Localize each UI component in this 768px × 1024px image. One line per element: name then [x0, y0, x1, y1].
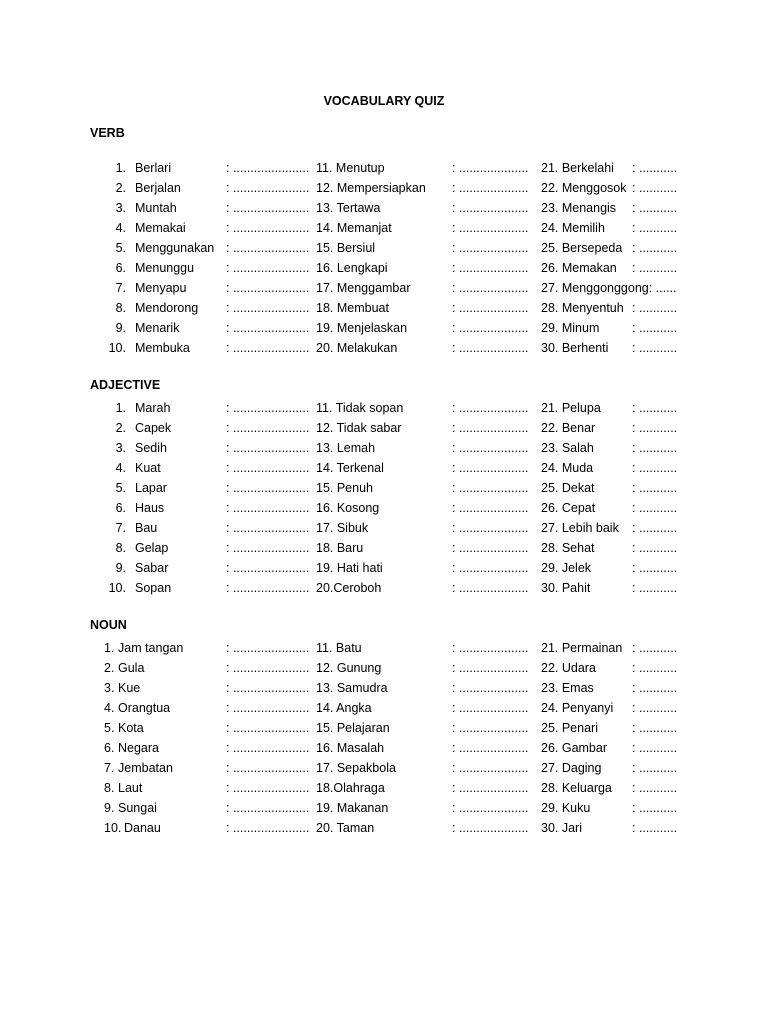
- answer-blank[interactable]: : ......................: [226, 721, 310, 735]
- quiz-row: [0, 478, 768, 498]
- answer-blank[interactable]: : ...........: [632, 741, 678, 755]
- item-word: Membuka: [135, 341, 190, 355]
- item-word: 14. Memanjat: [316, 221, 392, 235]
- item-word: 30. Pahit: [541, 581, 591, 595]
- item-word: 16. Lengkapi: [316, 261, 388, 275]
- item-word: Berlari: [135, 161, 172, 175]
- quiz-row: [0, 278, 768, 298]
- quiz-row: [0, 698, 768, 718]
- answer-blank[interactable]: : ......................: [226, 821, 310, 835]
- item-number: 7.: [104, 761, 115, 775]
- answer-blank[interactable]: : ....................: [452, 561, 529, 575]
- item-word: Kuat: [135, 461, 161, 475]
- item-word: 23. Menangis: [541, 201, 617, 215]
- answer-blank[interactable]: : ....................: [452, 261, 529, 275]
- item-number: 9.: [104, 801, 115, 815]
- item-word: 19. Makanan: [316, 801, 389, 815]
- quiz-row: [0, 258, 768, 278]
- item-word: Danau: [124, 821, 161, 835]
- item-number: 1.: [104, 641, 115, 655]
- item-word: Berjalan: [135, 181, 181, 195]
- item-word: 11. Menutup: [316, 161, 385, 175]
- answer-blank[interactable]: : ......................: [226, 781, 310, 795]
- item-word: 23. Emas: [541, 681, 594, 695]
- answer-blank[interactable]: : ....................: [452, 421, 529, 435]
- answer-blank[interactable]: : ....................: [452, 401, 529, 415]
- item-word: 30. Jari: [541, 821, 582, 835]
- answer-blank[interactable]: : ......................: [226, 341, 310, 355]
- answer-blank[interactable]: : ....................: [452, 481, 529, 495]
- answer-blank[interactable]: : ......................: [226, 481, 310, 495]
- item-number: 2.: [104, 661, 115, 675]
- item-word: 16. Masalah: [316, 741, 385, 755]
- quiz-row: [0, 298, 768, 318]
- item-word: 20. Taman: [316, 821, 375, 835]
- item-word: Menyapu: [135, 281, 187, 295]
- answer-blank[interactable]: : ......................: [226, 581, 310, 595]
- item-word: Menggunakan: [135, 241, 215, 255]
- answer-blank[interactable]: : ....................: [452, 441, 529, 455]
- answer-blank[interactable]: : ...........: [632, 481, 678, 495]
- item-word: 26. Gambar: [541, 741, 608, 755]
- quiz-row: [0, 518, 768, 538]
- item-word: 16. Kosong: [316, 501, 380, 515]
- answer-blank[interactable]: : ......................: [226, 421, 310, 435]
- answer-blank[interactable]: : ....................: [452, 321, 529, 335]
- answer-blank[interactable]: : ...........: [632, 541, 678, 555]
- item-word: Kota: [118, 721, 144, 735]
- quiz-row: [0, 558, 768, 578]
- item-number: 6.: [115, 501, 126, 515]
- page-title: VOCABULARY QUIZ: [323, 94, 445, 108]
- item-word: 18. Membuat: [316, 301, 389, 315]
- item-word: 27. Daging: [541, 761, 602, 775]
- item-word: 22. Benar: [541, 421, 596, 435]
- item-word: Jam tangan: [118, 641, 184, 655]
- item-number: 5.: [115, 481, 126, 495]
- answer-blank[interactable]: : ....................: [452, 721, 529, 735]
- item-word: 25. Dekat: [541, 481, 595, 495]
- item-word: 12. Mempersiapkan: [316, 181, 426, 195]
- answer-blank[interactable]: : ......................: [226, 681, 310, 695]
- section-heading-verb: VERB: [90, 126, 125, 140]
- item-word: Mendorong: [135, 301, 199, 315]
- quiz-row: [0, 318, 768, 338]
- answer-blank[interactable]: : ...........: [632, 301, 678, 315]
- item-word: Jembatan: [118, 761, 173, 775]
- item-word: 20. Melakukan: [316, 341, 398, 355]
- item-word: Sopan: [135, 581, 172, 595]
- answer-blank[interactable]: : ......................: [226, 201, 310, 215]
- item-word: 11. Batu: [316, 641, 362, 655]
- quiz-row: [0, 398, 768, 418]
- item-word: 28. Sehat: [541, 541, 595, 555]
- item-number: 4.: [104, 701, 115, 715]
- answer-blank[interactable]: : ......................: [226, 501, 310, 515]
- item-word: 24. Penyanyi: [541, 701, 614, 715]
- item-number: 10.: [104, 821, 122, 835]
- answer-blank[interactable]: : ...........: [632, 781, 678, 795]
- item-word: 18. Baru: [316, 541, 364, 555]
- answer-blank[interactable]: : ...........: [632, 221, 678, 235]
- item-number: 5.: [104, 721, 115, 735]
- quiz-row: [0, 198, 768, 218]
- quiz-row: [0, 798, 768, 818]
- section-heading-adjective: ADJECTIVE: [90, 378, 161, 392]
- item-word: 18.Olahraga: [316, 781, 385, 795]
- answer-blank[interactable]: : ...........: [632, 201, 678, 215]
- item-word: 13. Tertawa: [316, 201, 381, 215]
- item-word: Marah: [135, 401, 171, 415]
- answer-blank[interactable]: : ......................: [226, 441, 310, 455]
- item-number: 7.: [115, 281, 126, 295]
- item-number: 3.: [115, 201, 126, 215]
- item-word: Bau: [135, 521, 158, 535]
- item-number: 4.: [115, 221, 126, 235]
- item-word: Kue: [118, 681, 141, 695]
- answer-blank[interactable]: : ....................: [452, 161, 529, 175]
- quiz-row: [0, 818, 768, 838]
- quiz-row: [0, 718, 768, 738]
- answer-blank[interactable]: : ...........: [632, 461, 678, 475]
- answer-blank[interactable]: : ......................: [226, 281, 310, 295]
- answer-blank[interactable]: : ...........: [632, 321, 678, 335]
- item-number: 3.: [115, 441, 126, 455]
- item-word: Sabar: [135, 561, 169, 575]
- quiz-row: [0, 778, 768, 798]
- item-number: 6.: [115, 261, 126, 275]
- answer-blank[interactable]: : ....................: [452, 701, 529, 715]
- item-word: Haus: [135, 501, 165, 515]
- answer-blank[interactable]: : ....................: [452, 181, 529, 195]
- item-number: 9.: [115, 321, 126, 335]
- answer-blank[interactable]: : ...........: [632, 181, 678, 195]
- item-word: 26. Memakan: [541, 261, 617, 275]
- item-word: Menarik: [135, 321, 180, 335]
- item-number: 8.: [104, 781, 115, 795]
- item-word: 15. Penuh: [316, 481, 373, 495]
- answer-blank[interactable]: : ...........: [632, 681, 678, 695]
- answer-blank[interactable]: : ....................: [452, 221, 529, 235]
- item-word: Capek: [135, 421, 172, 435]
- item-word: Menunggu: [135, 261, 195, 275]
- answer-blank[interactable]: : ......................: [226, 321, 310, 335]
- item-word: 29. Kuku: [541, 801, 591, 815]
- item-number: 10.: [108, 581, 126, 595]
- quiz-row: [0, 418, 768, 438]
- answer-blank[interactable]: : ....................: [452, 641, 529, 655]
- answer-blank[interactable]: : ...........: [632, 501, 678, 515]
- answer-blank[interactable]: : ...........: [632, 721, 678, 735]
- item-word: Negara: [118, 741, 159, 755]
- answer-blank[interactable]: : ...........: [632, 341, 678, 355]
- answer-blank[interactable]: : ...........: [632, 561, 678, 575]
- item-word: 24. Memilih: [541, 221, 605, 235]
- item-number: 9.: [115, 561, 126, 575]
- answer-blank[interactable]: : ......................: [226, 221, 310, 235]
- item-word: 26. Cepat: [541, 501, 596, 515]
- item-word: Sedih: [135, 441, 167, 455]
- item-word: 14. Terkenal: [316, 461, 384, 475]
- answer-blank[interactable]: : ...........: [632, 761, 678, 775]
- item-word: Memakai: [135, 221, 186, 235]
- quiz-row: [0, 158, 768, 178]
- item-number: 8.: [115, 541, 126, 555]
- quiz-row: [0, 678, 768, 698]
- item-word: 30. Berhenti: [541, 341, 609, 355]
- quiz-row: [0, 638, 768, 658]
- item-number: 4.: [115, 461, 126, 475]
- item-word: Muntah: [135, 201, 177, 215]
- item-word: 25. Bersepeda: [541, 241, 623, 255]
- item-word: 25. Penari: [541, 721, 598, 735]
- section-heading-noun: NOUN: [90, 618, 127, 632]
- answer-blank[interactable]: : ....................: [452, 461, 529, 475]
- answer-blank[interactable]: : ...........: [632, 821, 678, 835]
- answer-blank[interactable]: : ....................: [452, 301, 529, 315]
- item-number: 7.: [115, 521, 126, 535]
- item-number: 2.: [115, 181, 126, 195]
- answer-blank[interactable]: : ....................: [452, 661, 529, 675]
- item-word: 29. Minum: [541, 321, 600, 335]
- item-word: 27. Lebih baik: [541, 521, 619, 535]
- answer-blank[interactable]: : ......................: [226, 641, 310, 655]
- answer-blank[interactable]: : ......................: [226, 401, 310, 415]
- answer-blank[interactable]: : ....................: [452, 341, 529, 355]
- item-word: 27. Menggonggong: ......: [541, 281, 677, 295]
- item-word: 28. Menyentuh: [541, 301, 624, 315]
- item-word: 24. Muda: [541, 461, 594, 475]
- item-word: Gelap: [135, 541, 169, 555]
- quiz-row: [0, 338, 768, 358]
- quiz-row: [0, 458, 768, 478]
- quiz-row: [0, 578, 768, 598]
- answer-blank[interactable]: : ....................: [452, 281, 529, 295]
- item-word: 21. Berkelahi: [541, 161, 614, 175]
- item-word: 28. Keluarga: [541, 781, 612, 795]
- item-word: 17. Menggambar: [316, 281, 411, 295]
- item-word: Orangtua: [118, 701, 171, 715]
- answer-blank[interactable]: : ....................: [452, 801, 529, 815]
- answer-blank[interactable]: : ......................: [226, 461, 310, 475]
- quiz-row: [0, 178, 768, 198]
- item-word: 17. Sepakbola: [316, 761, 396, 775]
- answer-blank[interactable]: : ...........: [632, 241, 678, 255]
- item-word: 15. Bersiul: [316, 241, 376, 255]
- quiz-row: [0, 498, 768, 518]
- item-word: 20.Ceroboh: [316, 581, 382, 595]
- answer-blank[interactable]: : ...........: [632, 401, 678, 415]
- item-word: 13. Samudra: [316, 681, 388, 695]
- answer-blank[interactable]: : ...........: [632, 521, 678, 535]
- quiz-row: [0, 438, 768, 458]
- item-word: 23. Salah: [541, 441, 594, 455]
- answer-blank[interactable]: : ......................: [226, 241, 310, 255]
- quiz-row: [0, 738, 768, 758]
- answer-blank[interactable]: : ......................: [226, 761, 310, 775]
- answer-blank[interactable]: : ....................: [452, 201, 529, 215]
- answer-blank[interactable]: : ......................: [226, 741, 310, 755]
- item-word: 14. Angka: [316, 701, 372, 715]
- answer-blank[interactable]: : ....................: [452, 761, 529, 775]
- item-word: 13. Lemah: [316, 441, 376, 455]
- answer-blank[interactable]: : ....................: [452, 501, 529, 515]
- item-word: 12. Gunung: [316, 661, 382, 675]
- item-word: Laut: [118, 781, 143, 795]
- item-number: 1.: [115, 161, 126, 175]
- item-word: Gula: [118, 661, 145, 675]
- item-number: 10.: [108, 341, 126, 355]
- item-word: 19. Hati hati: [316, 561, 383, 575]
- item-number: 5.: [115, 241, 126, 255]
- answer-blank[interactable]: : ....................: [452, 781, 529, 795]
- quiz-row: [0, 658, 768, 678]
- answer-blank[interactable]: : ......................: [226, 701, 310, 715]
- item-word: 12. Tidak sabar: [316, 421, 402, 435]
- item-word: Sungai: [118, 801, 157, 815]
- item-word: 15. Pelajaran: [316, 721, 390, 735]
- answer-blank[interactable]: : ....................: [452, 521, 529, 535]
- answer-blank[interactable]: : ....................: [452, 241, 529, 255]
- item-word: 21. Permainan: [541, 641, 623, 655]
- answer-blank[interactable]: : ....................: [452, 541, 529, 555]
- answer-blank[interactable]: : ......................: [226, 801, 310, 815]
- answer-blank[interactable]: : ...........: [632, 661, 678, 675]
- answer-blank[interactable]: : ...........: [632, 641, 678, 655]
- answer-blank[interactable]: : ....................: [452, 821, 529, 835]
- item-number: 2.: [115, 421, 126, 435]
- answer-blank[interactable]: : ......................: [226, 541, 310, 555]
- answer-blank[interactable]: : ...........: [632, 161, 678, 175]
- answer-blank[interactable]: : ...........: [632, 421, 678, 435]
- item-word: 11. Tidak sopan: [316, 401, 404, 415]
- item-word: 21. Pelupa: [541, 401, 601, 415]
- answer-blank[interactable]: : ......................: [226, 661, 310, 675]
- answer-blank[interactable]: : ....................: [452, 681, 529, 695]
- answer-blank[interactable]: : ...........: [632, 801, 678, 815]
- answer-blank[interactable]: : ......................: [226, 521, 310, 535]
- quiz-row: [0, 238, 768, 258]
- quiz-row: [0, 538, 768, 558]
- item-word: 22. Menggosok: [541, 181, 627, 195]
- item-word: 22. Udara: [541, 661, 596, 675]
- answer-blank[interactable]: : ......................: [226, 561, 310, 575]
- quiz-row: [0, 758, 768, 778]
- answer-blank[interactable]: : ...........: [632, 261, 678, 275]
- answer-blank[interactable]: : ....................: [452, 741, 529, 755]
- answer-blank[interactable]: : ......................: [226, 161, 310, 175]
- item-word: 17. Sibuk: [316, 521, 369, 535]
- answer-blank[interactable]: : ....................: [452, 581, 529, 595]
- answer-blank[interactable]: : ......................: [226, 181, 310, 195]
- item-number: 1.: [115, 401, 126, 415]
- item-word: 29. Jelek: [541, 561, 592, 575]
- answer-blank[interactable]: : ...........: [632, 581, 678, 595]
- quiz-row: [0, 218, 768, 238]
- item-word: 19. Menjelaskan: [316, 321, 408, 335]
- item-word: Lapar: [135, 481, 167, 495]
- item-number: 3.: [104, 681, 115, 695]
- answer-blank[interactable]: : ......................: [226, 301, 310, 315]
- item-number: 6.: [104, 741, 115, 755]
- answer-blank[interactable]: : ...........: [632, 701, 678, 715]
- answer-blank[interactable]: : ......................: [226, 261, 310, 275]
- item-number: 8.: [115, 301, 126, 315]
- answer-blank[interactable]: : ...........: [632, 441, 678, 455]
